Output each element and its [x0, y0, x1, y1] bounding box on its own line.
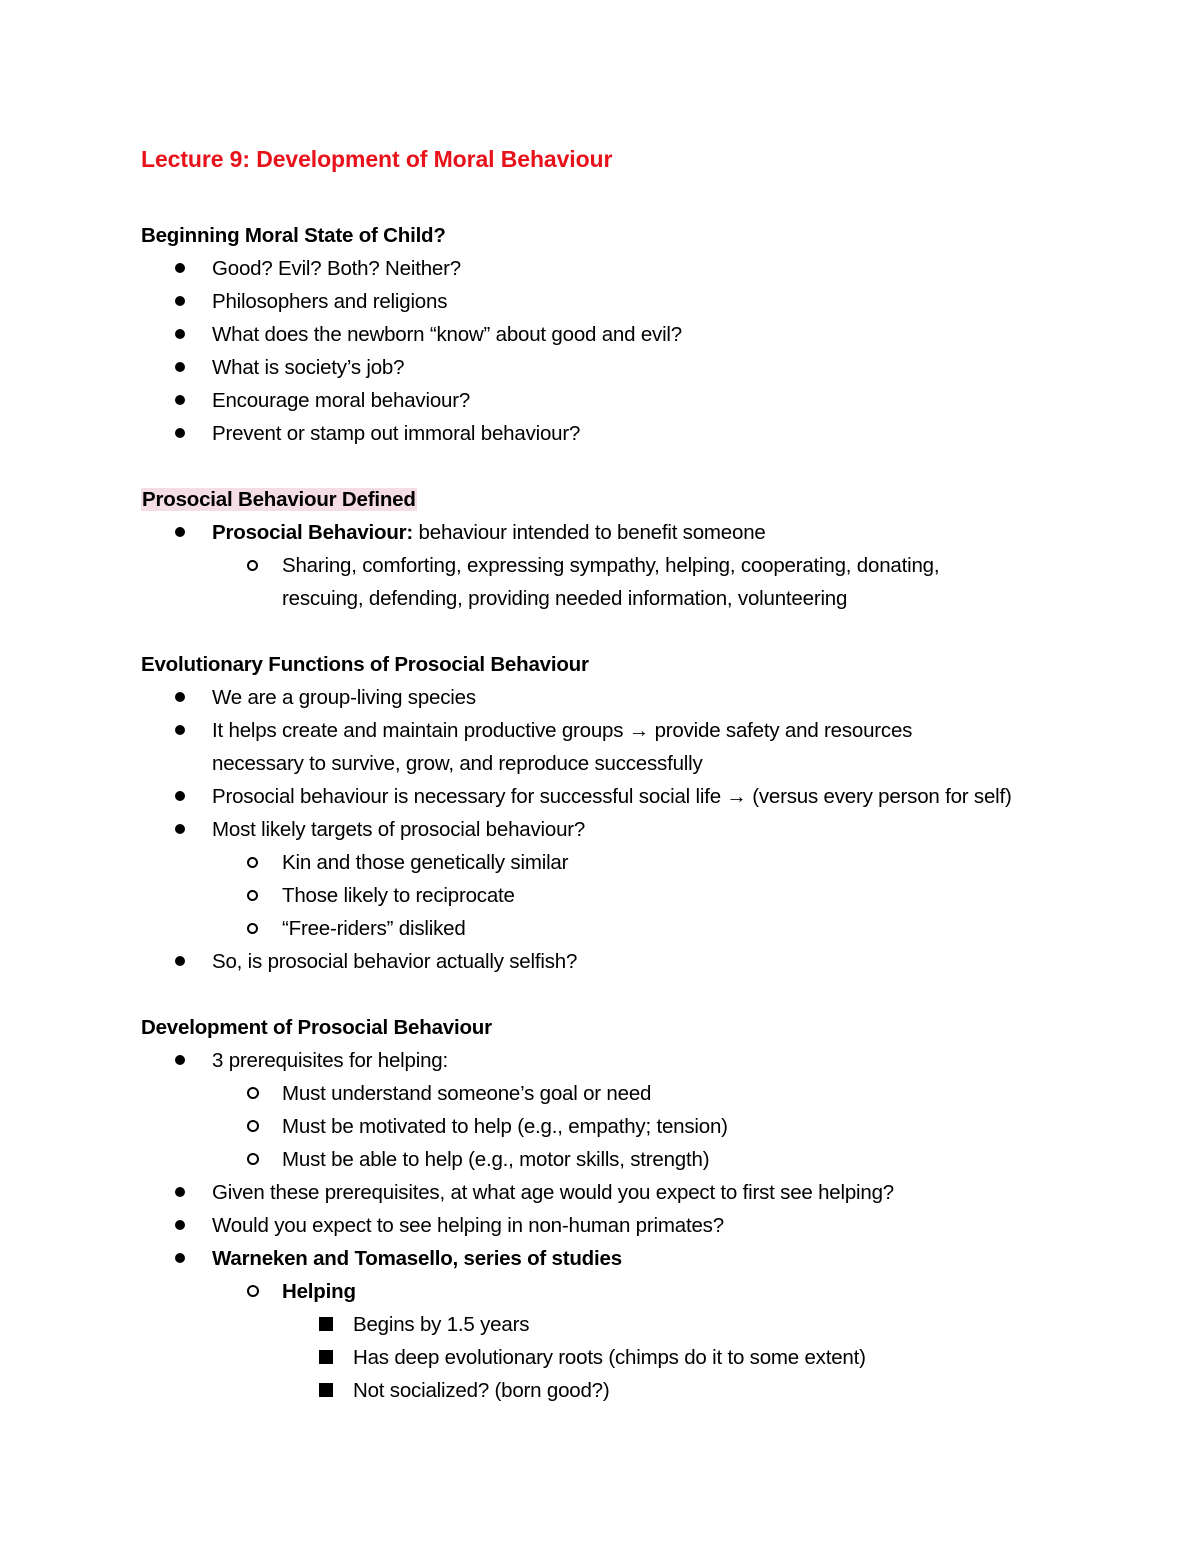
list-item: Would you expect to see helping in non-human primates?: [141, 1209, 1141, 1242]
bullet-square-icon: [319, 1350, 333, 1364]
bullet-square-icon: [319, 1383, 333, 1397]
section-heading-evolutionary-functions: Evolutionary Functions of Prosocial Behaviour: [141, 653, 589, 676]
bullet-circle-icon: [247, 857, 258, 868]
bullet-dot-icon: [175, 1220, 185, 1230]
bullet-dot-icon: [175, 725, 185, 735]
list-item: We are a group-living species: [141, 681, 1141, 714]
bullet-square-icon: [319, 1317, 333, 1331]
sub-list-item-continuation: rescuing, defending, providing needed information, volunteering: [282, 587, 848, 610]
list-item-continuation: necessary to survive, grow, and reproduce successfully: [212, 752, 703, 775]
bullet-dot-icon: [175, 824, 185, 834]
list-item: It helps create and maintain productive groups → provide safety and resources: [141, 714, 1141, 747]
bullet-dot-icon: [175, 1253, 185, 1263]
bullet-dot-icon: [175, 1055, 185, 1065]
list-item: Most likely targets of prosocial behaviour?: [141, 813, 1141, 846]
list-item: Given these prerequisites, at what age would you expect to first see helping?: [141, 1176, 1141, 1209]
document-title: Lecture 9: Development of Moral Behaviour: [141, 146, 613, 172]
bullet-dot-icon: [175, 791, 185, 801]
document-content: [141, 143, 1141, 1407]
list-item: Good? Evil? Both? Neither?: [141, 252, 1141, 285]
list-item: [141, 516, 1141, 549]
bullet-dot-icon: [175, 956, 185, 966]
sub-sub-list-item: Begins by 1.5 years: [141, 1308, 1141, 1341]
bullet-circle-icon: [247, 1087, 259, 1099]
sub-list-item: Those likely to reciprocate: [141, 879, 1141, 912]
bullet-dot-icon: [175, 1187, 185, 1197]
list-item: Prevent or stamp out immoral behaviour?: [141, 417, 1141, 450]
bullet-dot-icon: [175, 263, 185, 273]
list-item: So, is prosocial behavior actually selfish?: [141, 945, 1141, 978]
list-item: What is society’s job?: [141, 351, 1141, 384]
sub-sub-list-item: Has deep evolutionary roots (chimps do it to some extent): [141, 1341, 1141, 1374]
bullet-dot-icon: [175, 692, 185, 702]
sub-list-item: Helping: [141, 1275, 1141, 1308]
list-item: Prosocial behaviour is necessary for successful social life → (versus every person for self): [141, 780, 1141, 813]
definition-term: Prosocial Behaviour:: [212, 521, 414, 544]
sub-list-item: Must understand someone’s goal or need: [141, 1077, 1141, 1110]
sub-sub-list-item: Not socialized? (born good?): [141, 1374, 1141, 1407]
bullet-dot-icon: [175, 296, 185, 306]
list-item: Encourage moral behaviour?: [141, 384, 1141, 417]
list-item: 3 prerequisites for helping:: [141, 1044, 1141, 1077]
bullet-circle-icon: [247, 1153, 259, 1165]
section-heading-beginning-moral-state: Beginning Moral State of Child?: [141, 224, 446, 247]
section-heading-prosocial-defined: [141, 483, 1141, 516]
bullet-circle-icon: [247, 890, 258, 901]
bullet-dot-icon: [175, 527, 185, 537]
bullet-dot-icon: [175, 428, 185, 438]
highlighted-heading-text: Prosocial Behaviour Defined: [142, 488, 416, 511]
bullet-dot-icon: [175, 395, 185, 405]
sub-list-item: “Free-riders” disliked: [141, 912, 1141, 945]
list-item: What does the newborn “know” about good and evil?: [141, 318, 1141, 351]
sub-list-item: Kin and those genetically similar: [141, 846, 1141, 879]
sub-list-item: Sharing, comforting, expressing sympathy, helping, cooperating, donating,: [141, 549, 1141, 582]
bullet-dot-icon: [175, 362, 185, 372]
definition-text: behaviour intended to benefit someone: [413, 521, 766, 544]
bullet-circle-icon: [247, 1120, 259, 1132]
section-heading-development-prosocial: Development of Prosocial Behaviour: [141, 1016, 492, 1039]
list-item: Philosophers and religions: [141, 285, 1141, 318]
bullet-dot-icon: [175, 329, 185, 339]
list-item: Warneken and Tomasello, series of studies: [141, 1242, 1141, 1275]
bullet-circle-icon: [247, 923, 258, 934]
bullet-circle-icon: [247, 1285, 259, 1297]
sub-list-item: Must be motivated to help (e.g., empathy; tension): [141, 1110, 1141, 1143]
sub-list-item: Must be able to help (e.g., motor skills, strength): [141, 1143, 1141, 1176]
bullet-circle-icon: [247, 560, 258, 571]
